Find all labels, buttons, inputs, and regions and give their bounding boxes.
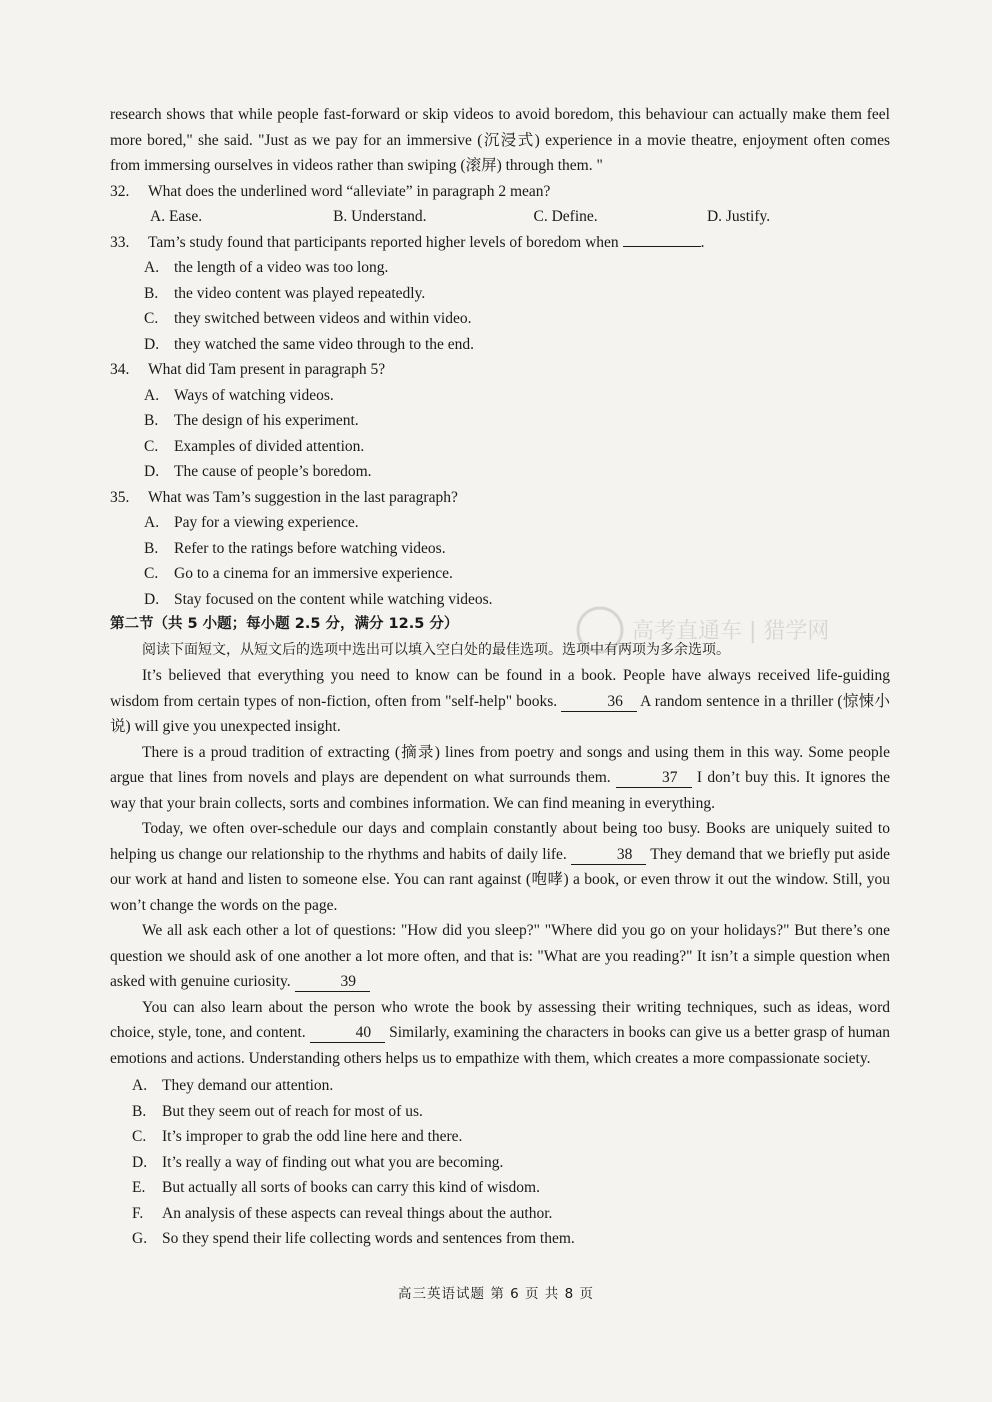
section-instructions: 阅读下面短文，从短文后的选项中选出可以填入空白处的最佳选项。选项中有两项为多余选项。 [142, 641, 730, 658]
option-text: Understand. [351, 208, 427, 225]
paragraph-text: Similarly, examining the characters in books can give us a better grasp of human emotions and actions. Understanding others helps us to empathize with them, which creates a more compassionate society. [110, 1024, 891, 1067]
option-text: The design of his experiment. [174, 412, 359, 429]
answer-blank [623, 232, 701, 247]
option-text: they switched between videos and within video. [174, 310, 472, 327]
option-b [144, 536, 890, 562]
option-c [144, 434, 890, 460]
question-stem: What was Tam’s suggestion in the last paragraph? [148, 488, 458, 506]
section-heading: 第二节（共 5 小题；每小题 2.5 分，满分 12.5 分） [110, 616, 459, 632]
option-b [144, 281, 890, 307]
option-letter: C. [144, 565, 159, 582]
option-d [144, 587, 890, 613]
paragraph-text: There is a proud tradition of extracting (摘录) lines from poetry and songs and using them in this way. Some people argue that lines from novels and plays are dependent on what surrounds them. [110, 743, 890, 786]
question-number: 32. [110, 182, 130, 200]
paragraph-text: Today, we often over-schedule our days and complain constantly about being too busy. Books are uniquely suited to helping us change our relationship to the rhythms and habits of daily life. [110, 820, 890, 863]
option-text: But actually all sorts of books can carry this kind of wisdom. [162, 1179, 540, 1196]
option-letter: C. [144, 437, 159, 455]
cloze-options [110, 1073, 890, 1252]
blank-39: 39 [295, 973, 371, 992]
option-text: An analysis of these aspects can reveal things about the author. [162, 1204, 553, 1222]
option-b [144, 408, 890, 434]
option-text: Ways of watching videos. [174, 386, 334, 404]
option-letter: E. [132, 1179, 146, 1196]
option-letter: D. [144, 463, 160, 480]
option-text: they watched the same video through to the end. [174, 335, 475, 353]
option-letter: D. [144, 590, 160, 608]
option-letter: A. [132, 1077, 148, 1094]
option-c [144, 561, 890, 587]
paragraph-text: It’s believed that everything you need to know can be found in a book. People have always received life-guiding wisdom from certain types of non-fiction, often from "self-help" books. [110, 667, 890, 710]
option-d [144, 459, 890, 485]
option-letter: F. [132, 1204, 144, 1222]
blank-38: 38 [571, 846, 647, 865]
option-text: the length of a video was too long. [174, 259, 389, 276]
question-number: 35. [110, 488, 130, 506]
option-text: Justify. [725, 208, 771, 225]
option-text: The cause of people’s boredom. [174, 463, 372, 480]
option-letter: B. [144, 412, 159, 429]
option-letter: C. [132, 1128, 147, 1145]
option-letter: A. [144, 259, 160, 276]
question-number: 33. [110, 233, 130, 251]
stem-period: . [700, 233, 705, 251]
option-text: It’s improper to grab the odd line here and there. [162, 1128, 463, 1145]
question-stem: What did Tam present in paragraph 5? [148, 361, 386, 378]
option-text: It’s really a way of finding out what you are becoming. [162, 1153, 504, 1171]
question-35-options [110, 510, 890, 612]
watermark-text: 高考直通车 | 猎学网 [632, 619, 830, 644]
cloze-option-a [132, 1073, 890, 1099]
option-d [144, 332, 890, 358]
question-32-options [150, 204, 890, 230]
option-text: Ease. [168, 208, 203, 225]
cloze-option-f [132, 1201, 890, 1227]
cloze-option-d [132, 1150, 890, 1176]
cloze-paragraph-2 [110, 740, 890, 817]
paragraph-text: A random sentence in a thriller (惊悚小说) will give you unexpected insight. [110, 692, 890, 735]
option-letter: C. [533, 208, 548, 225]
cloze-paragraph-3 [110, 816, 890, 918]
option-letter: B. [144, 539, 159, 557]
option-a [144, 255, 890, 281]
paragraph-text: I don’t buy this. It ignores the way that your brain collects, sorts and combines information. We can find meaning in everything. [110, 769, 891, 812]
question-32 [110, 179, 890, 205]
option-text: But they seem out of reach for most of us. [162, 1102, 423, 1120]
blank-40: 40 [310, 1024, 386, 1043]
option-letter: A. [144, 386, 160, 404]
option-letter: A. [144, 514, 160, 531]
question-33-options [110, 255, 890, 357]
option-text: So they spend their life collecting words and sentences from them. [162, 1230, 575, 1247]
paragraph-text: They demand that we briefly put aside our work at hand and listen to someone else. You can rant against (咆哮) a book, or even throw it out the window. Still, you won’t change the words on the page. [110, 845, 891, 914]
option-text: They demand our attention. [162, 1077, 334, 1094]
option-letter: D. [706, 208, 723, 225]
paragraph-text: We all ask each other a lot of questions: "How did you sleep?" "Where did you go on your holidays?" But there’s one question we should ask of one another a lot more often, and that is: "What are you reading?" It isn’t a simple question when asked with genuine curiosity. [110, 922, 890, 990]
option-letter: D. [132, 1153, 148, 1171]
option-d [707, 204, 890, 230]
option-a [144, 383, 890, 409]
question-34 [110, 357, 890, 383]
option-text: Stay focused on the content while watching videos. [174, 590, 493, 608]
blank-37: 37 [616, 769, 692, 788]
question-33 [110, 230, 890, 256]
option-letter: B. [333, 208, 348, 225]
option-letter: C. [144, 310, 159, 327]
option-letter: G. [132, 1230, 148, 1247]
option-b [333, 204, 533, 230]
cloze-option-e [132, 1175, 890, 1201]
exam-page [110, 102, 890, 1252]
option-a [150, 204, 333, 230]
blank-36: 36 [561, 693, 637, 712]
question-34-options [110, 383, 890, 485]
option-c [534, 204, 707, 230]
option-letter: A. [150, 208, 166, 225]
option-text: Examples of divided attention. [174, 437, 365, 455]
cloze-paragraph-4 [110, 918, 890, 995]
option-text: the video content was played repeatedly. [174, 284, 426, 302]
option-letter: D. [144, 335, 160, 353]
option-text: Define. [551, 208, 598, 225]
passage-ending: research shows that while people fast-forward or skip videos to avoid boredom, this behaviour can actually make them feel more bored," she said. "Just as we pay for an immersive (沉浸式) experience in a movie theatre, enjoyment often comes from immersing ourselves in videos rather than swiping (滚屏) through them. " [110, 106, 890, 174]
question-number: 34. [110, 361, 130, 378]
cloze-paragraph-1 [110, 663, 890, 740]
option-c [144, 306, 890, 332]
cloze-paragraph-5 [110, 995, 890, 1072]
option-text: Refer to the ratings before watching videos. [174, 539, 446, 557]
option-letter: B. [144, 284, 159, 302]
question-stem: What does the underlined word “alleviate” in paragraph 2 mean? [148, 182, 551, 200]
paragraph-text: You can also learn about the person who wrote the book by assessing their writing techniques, such as ideas, word choice, style, tone, and content. [110, 998, 890, 1041]
option-text: Pay for a viewing experience. [174, 514, 359, 531]
cloze-option-c [132, 1124, 890, 1150]
option-a [144, 510, 890, 536]
cloze-option-b [132, 1099, 890, 1125]
option-text: Go to a cinema for an immersive experience. [174, 565, 453, 582]
question-35 [110, 485, 890, 511]
option-letter: B. [132, 1102, 147, 1120]
cloze-option-g [132, 1226, 890, 1252]
page-footer: 高三英语试题 第 6 页 共 8 页 [398, 1286, 594, 1302]
question-stem: Tam’s study found that participants reported higher levels of boredom when [148, 233, 619, 251]
